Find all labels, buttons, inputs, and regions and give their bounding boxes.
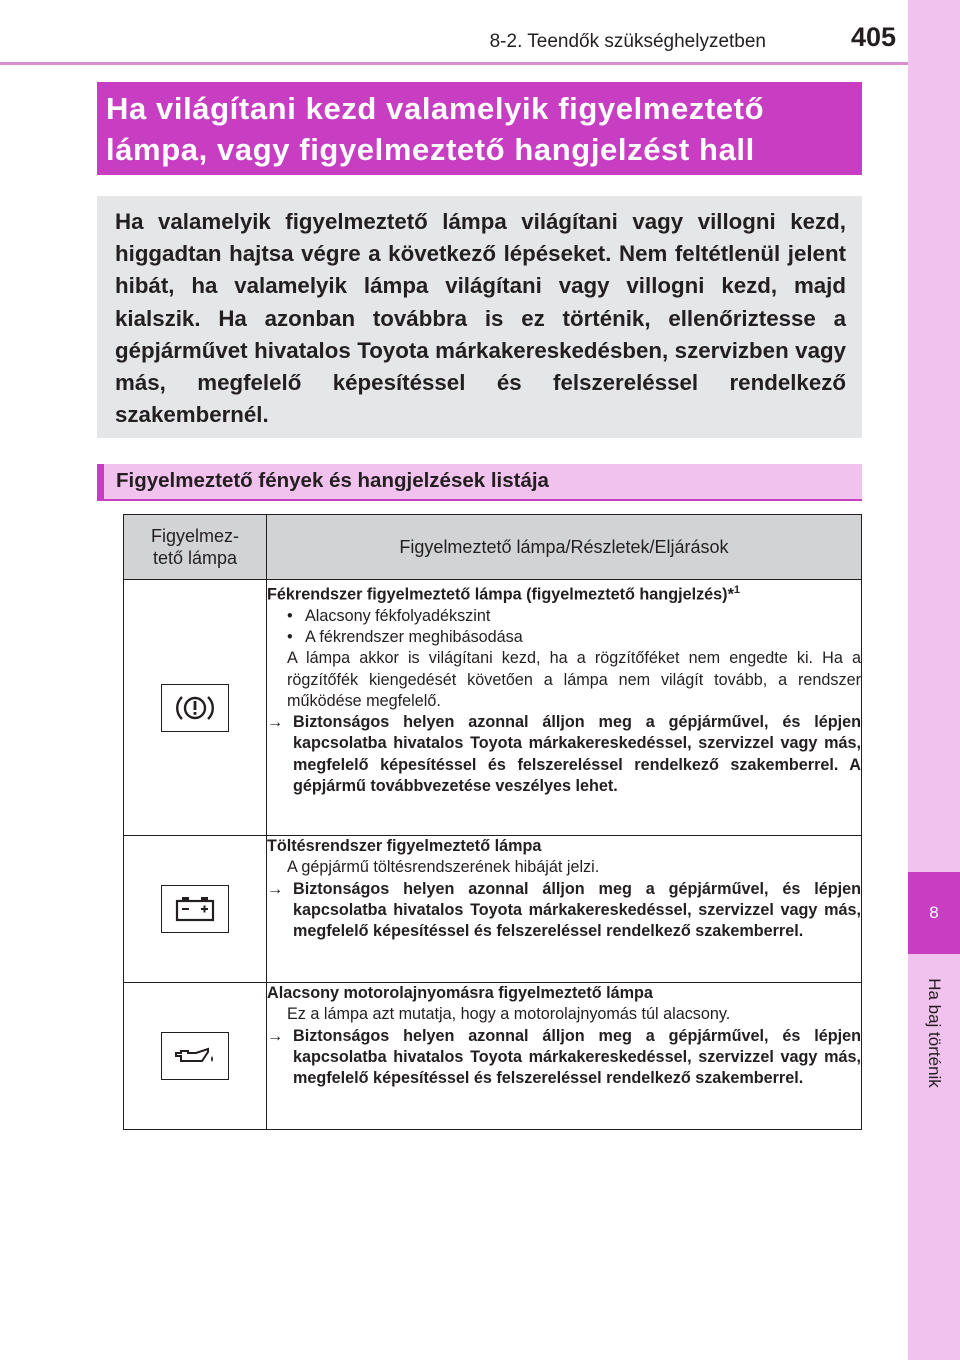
oil-pressure-icon	[172, 1043, 218, 1069]
section-label: 8-2. Teendők szükséghelyzetben	[489, 31, 766, 52]
header-rule	[0, 62, 908, 65]
warning-table	[123, 514, 862, 1130]
icon-cell	[124, 580, 267, 836]
table-row	[124, 580, 862, 836]
arrow-icon: →	[267, 1026, 284, 1045]
action-text: → Biztonságos helyen azonnal álljon meg a gépjárművel, és lépjen kapcsolatba hivatalos Toyota márkakereskedéssel, szervizzel vagy más, megfelelő képesítéssel és felszereléssel rendelkező szakemberrel. A gépjármű továbbvezetése veszélyes lehet.	[267, 713, 861, 796]
lamp-note: A gépjármű töltésrendszerének hibáját jelzi.	[287, 858, 600, 877]
side-tab	[908, 0, 960, 1360]
icon-frame	[161, 684, 229, 732]
table-row	[124, 836, 862, 983]
title-line-1: Ha világítani kezd valamelyik figyelmeztető	[106, 91, 765, 126]
lamp-note: A lámpa akkor is világítani kezd, ha a rögzítőféket nem engedte ki. Ha a rögzítőfék kiengedését követően a lámpa nem világít tovább, a rendszer működése megfelelő.	[287, 649, 861, 710]
bullet-item: • Alacsony fékfolyadékszint	[267, 606, 861, 627]
chapter-title: Ha baj történik	[925, 978, 944, 1088]
arrow-icon: →	[267, 879, 284, 898]
description-cell	[267, 983, 862, 1130]
icon-frame	[161, 1032, 229, 1080]
page-title	[106, 88, 856, 170]
action-text: → Biztonságos helyen azonnal álljon meg a gépjárművel, és lépjen kapcsolatba hivatalos Toyota márkakereskedéssel, szervizzel vagy más, megfelelő képesítéssel és felszereléssel rendelkező szakemberrel.	[267, 1026, 861, 1088]
table-header-row	[124, 515, 862, 580]
brake-warning-icon	[174, 692, 216, 724]
bullet-item: • A fékrendszer meghibásodása	[267, 627, 861, 648]
header-col-details: Figyelmeztető lámpa/Részletek/Eljárások	[267, 515, 862, 580]
description-cell	[267, 580, 862, 836]
page-number: 405	[850, 22, 896, 52]
arrow-icon: →	[267, 713, 284, 732]
table-row	[124, 983, 862, 1130]
lamp-title: Töltésrendszer figyelmeztető lámpa	[267, 837, 542, 855]
lamp-title: Fékrendszer figyelmeztető lámpa (figyelmeztető hangjelzés)*$^1$	[267, 584, 740, 604]
action-text: → Biztonságos helyen azonnal álljon meg a gépjárművel, és lépjen kapcsolatba hivatalos Toyota márkakereskedéssel, szervizzel vagy más, megfelelő képesítéssel és felszereléssel rendelkező szakemberrel.	[267, 879, 861, 941]
title-line-2: lámpa, vagy figyelmeztető hangjelzést hall	[106, 132, 755, 167]
intro-box	[97, 196, 862, 438]
icon-cell	[124, 836, 267, 983]
lamp-note: Ez a lámpa azt mutatja, hogy a motorolajnyomás túl alacsony.	[287, 1005, 731, 1024]
subheading-bar	[97, 464, 862, 499]
icon-frame	[161, 885, 229, 933]
title-banner	[97, 82, 862, 175]
subheading: Figyelmeztető fények és hangjelzések listája	[116, 469, 549, 492]
icon-cell	[124, 983, 267, 1130]
header-col-lamp: Figyelmez- tető lámpa	[124, 515, 267, 580]
chapter-number: 8	[908, 872, 960, 954]
battery-icon	[173, 894, 217, 924]
lamp-title: Alacsony motorolajnyomásra figyelmeztető lámpa	[267, 984, 653, 1002]
intro-text: Ha valamelyik figyelmeztető lámpa világítani vagy villogni kezd, higgadtan hajtsa végre a következő lépéseket. Nem feltétlenül jelent hibát, ha valamelyik lámpa világítani vagy villogni kezd, majd kialszik. Ha azonban továbbra is ez történik, ellenőriztesse a gépjárművet hivatalos Toyota márkakereskedésben, szervizben vagy más, megfelelő képesítéssel és felszereléssel rendelkező szakembernél.	[115, 209, 846, 428]
description-cell	[267, 836, 862, 983]
